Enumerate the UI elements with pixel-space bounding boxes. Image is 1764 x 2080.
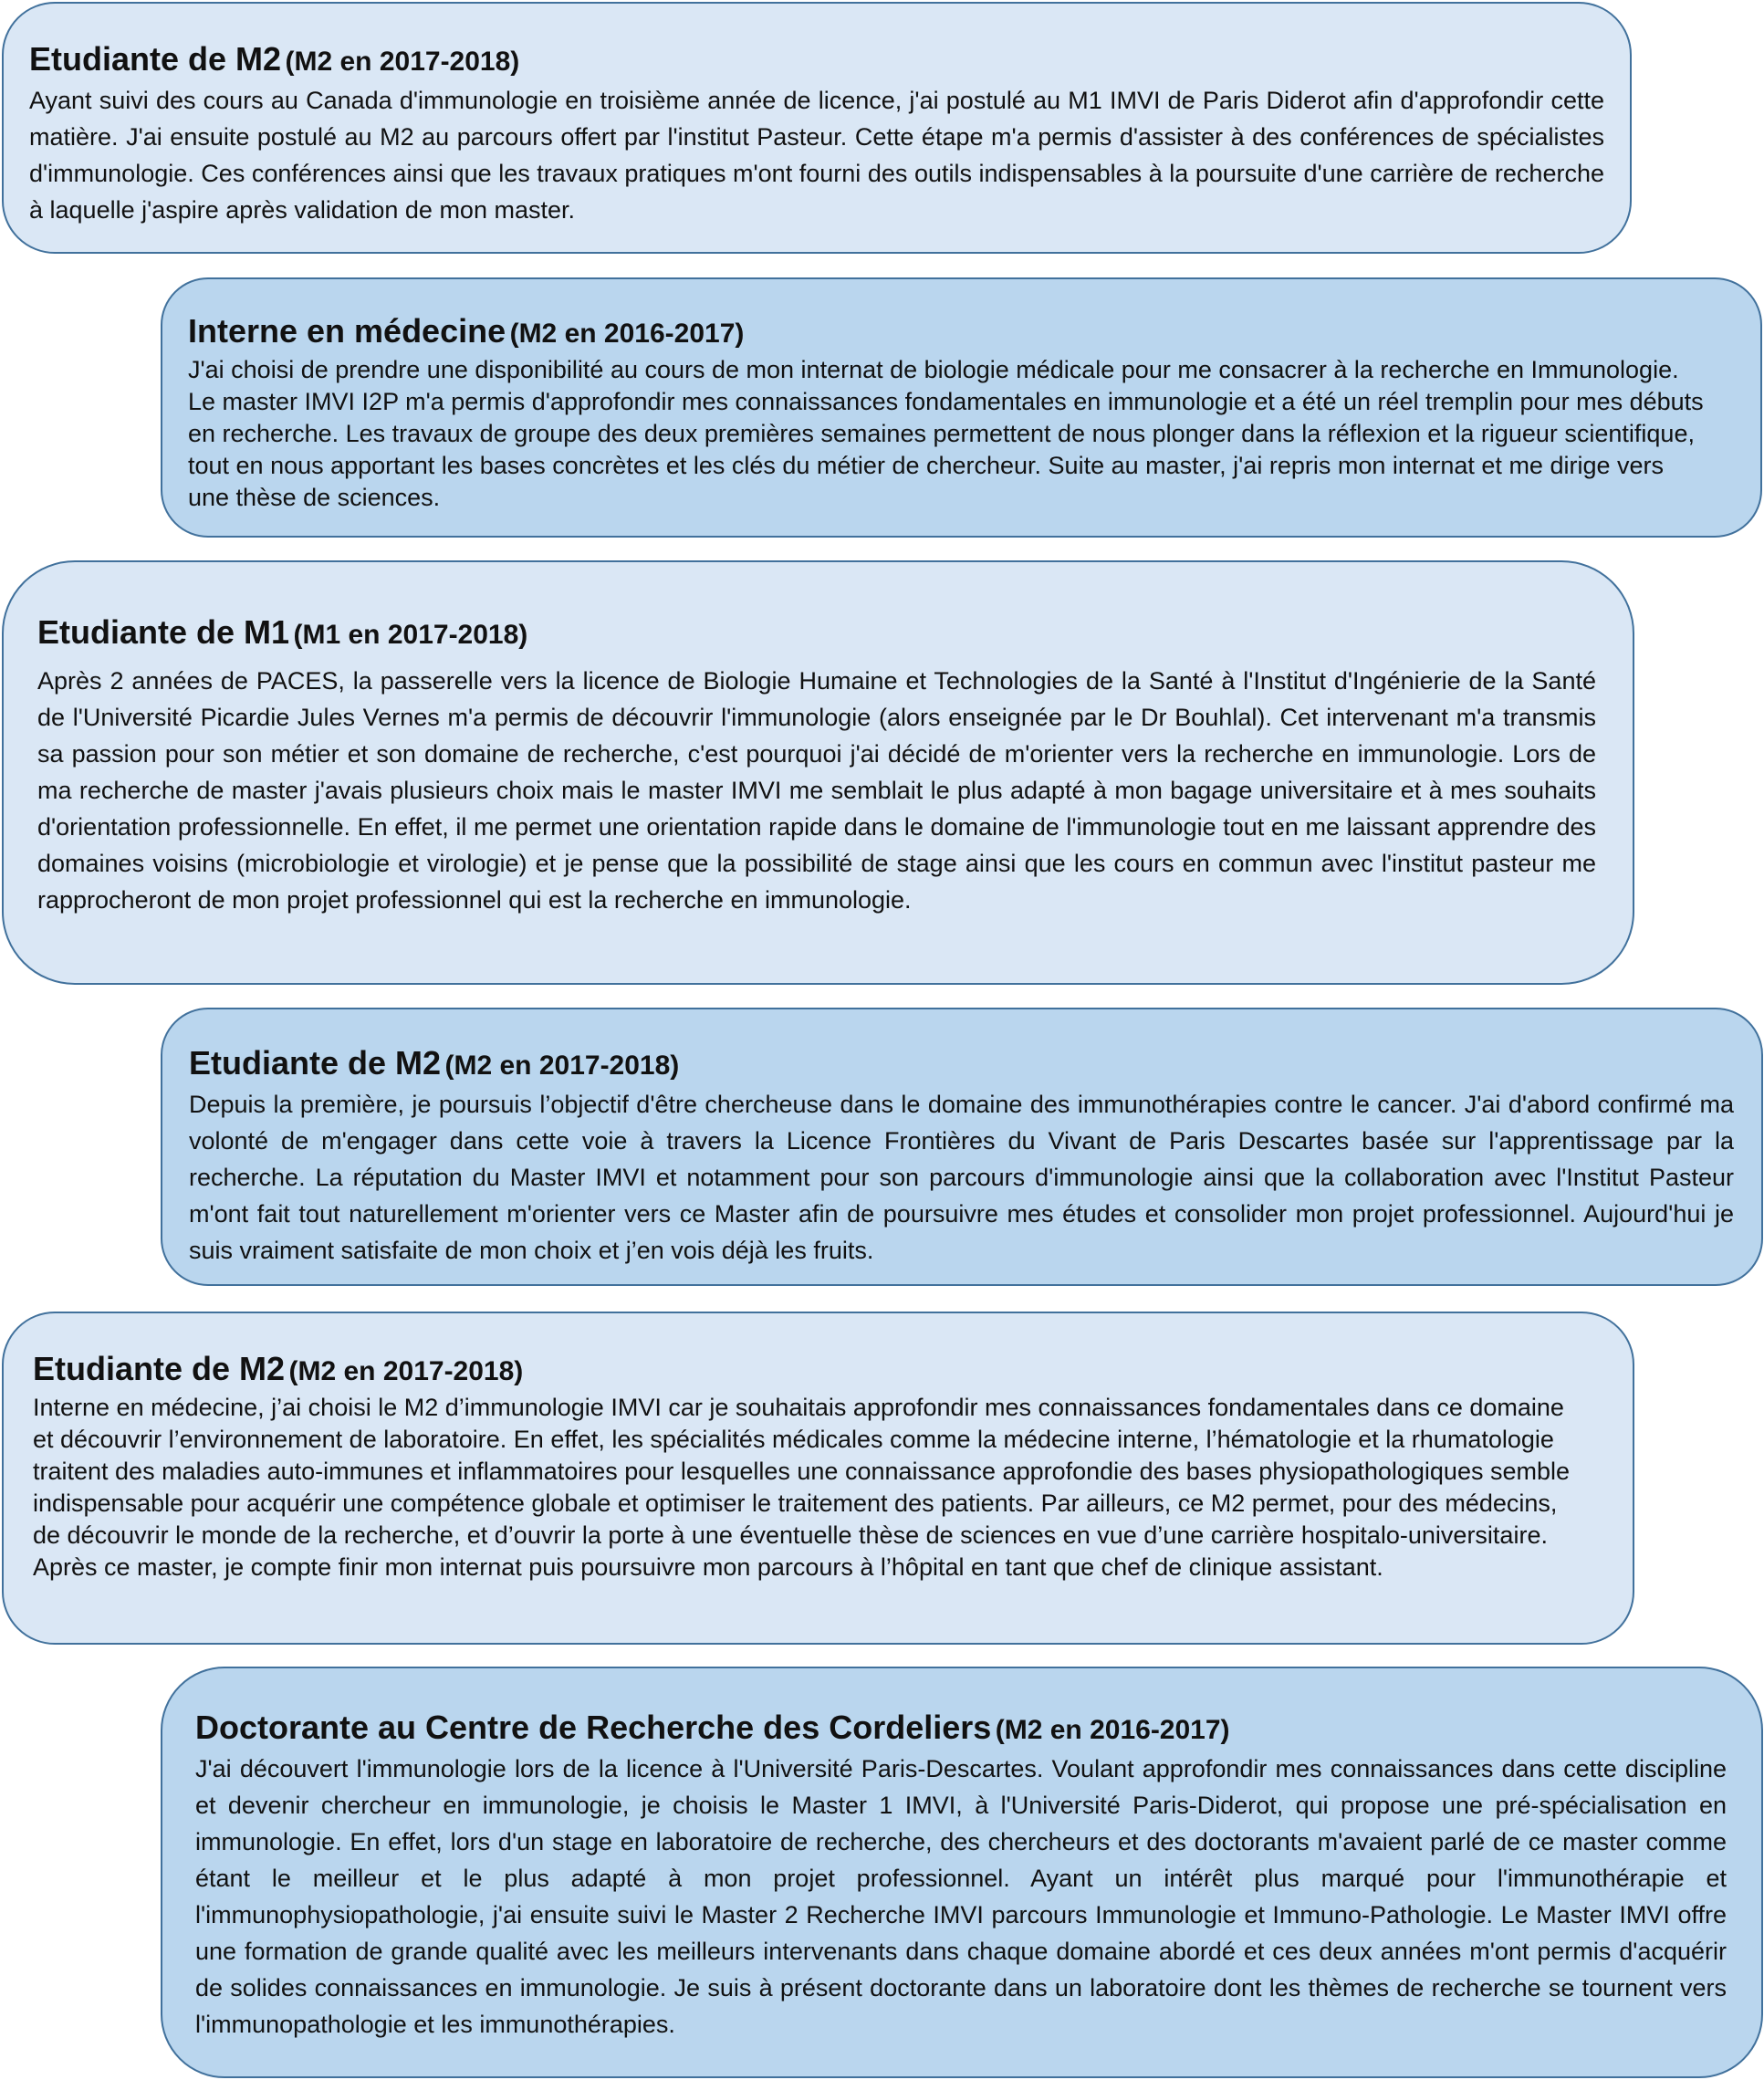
testimonial-card bbox=[2, 1312, 1634, 1645]
testimonial-title: Etudiante de M2 bbox=[29, 40, 282, 78]
testimonial-heading bbox=[189, 1044, 1734, 1082]
testimonial-heading bbox=[33, 1350, 1587, 1388]
testimonial-card bbox=[161, 1008, 1763, 1286]
testimonial-heading bbox=[37, 613, 1596, 652]
testimonial-card bbox=[161, 277, 1762, 538]
testimonial-heading bbox=[188, 312, 1707, 350]
testimonial-heading bbox=[29, 40, 1604, 78]
testimonial-text: Interne en médecine, j’ai choisi le M2 d’immunologie IMVI car je souhaitais approfondir mes connaissances fondamentales dans ce domaine et découvrir l’environnement de laboratoire. En effet, les spécialités médicales comme la médecine interne, l’hématologie et la rhumatologie traitent des maladies auto-immunes et inflammatoires pour lesquelles une connaissance approfondie des bases physiopathologiques semble indispensable pour acquérir une compétence globale et optimiser le traitement des patients. Par ailleurs, ce M2 permet, pour des médecins, de découvrir le monde de la recherche, et d’ouvrir la porte à une éventuelle thèse de sciences en vue d’une carrière hospitalo-universitaire. Après ce master, je compte finir mon internat puis poursuivre mon parcours à l’hôpital en tant que chef de clinique assistant. bbox=[33, 1394, 1570, 1581]
testimonial-title: Etudiante de M2 bbox=[33, 1350, 286, 1387]
testimonial-subtitle: (M1 en 2017-2018) bbox=[293, 620, 528, 650]
testimonial-text: Après 2 années de PACES, la passerelle vers la licence de Biologie Humaine et Technologies de la Santé à l'Institut d'Ingénierie de la Santé de l'Université Picardie Jules Vernes m'a permis de découvrir l'immunologie (alors enseignée par le Dr Bouhlal). Cet intervenant m'a transmis sa passion pour son métier et son domaine de recherche, c'est pourquoi j'ai décidé de m'orienter vers la recherche en immunologie. Lors de ma recherche de master j'avais plusieurs choix mais le master IMVI me semblait le plus adapté à mon bagage universitaire et à mes souhaits d'orientation professionnelle. En effet, il me permet une orientation rapide dans le domaine de l'immunologie tout en me laissant apprendre des domaines voisins (microbiologie et virologie) et je pense que la possibilité de stage ainsi que les cours en commun avec l'institut pasteur me rapprocheront de mon projet professionnel qui est la recherche en immunologie. bbox=[37, 667, 1596, 914]
testimonial-text: Ayant suivi des cours au Canada d'immunologie en troisième année de licence, j'ai postulé au M1 IMVI de Paris Diderot afin d'approfondir cette matière. J'ai ensuite postulé au M2 au parcours offert par l'institut Pasteur. Cette étape m'a permis d'assister à des conférences de spécialistes d'immunologie. Ces conférences ainsi que les travaux pratiques m'ont fourni des outils indispensables à la poursuite d'une carrière de recherche à laquelle j'aspire après validation de mon master. bbox=[29, 87, 1604, 224]
testimonial-card bbox=[161, 1667, 1763, 2078]
testimonial-subtitle: (M2 en 2016-2017) bbox=[995, 1715, 1230, 1745]
testimonial-title: Interne en médecine bbox=[188, 312, 506, 350]
testimonial-subtitle: (M2 en 2017-2018) bbox=[444, 1050, 680, 1081]
testimonial-card bbox=[2, 2, 1632, 254]
testimonial-card bbox=[2, 560, 1634, 985]
testimonial-title: Etudiante de M2 bbox=[189, 1044, 442, 1082]
testimonial-title: Doctorante au Centre de Recherche des Cordeliers bbox=[195, 1709, 992, 1746]
testimonial-subtitle: (M2 en 2017-2018) bbox=[288, 1356, 524, 1386]
testimonial-text: J'ai choisi de prendre une disponibilité au cours de mon internat de biologie médicale pour me consacrer à la recherche en Immunologie. Le master IMVI I2P m'a permis d'approfondir mes connaissances fondamentales en immunologie et a été un réel tremplin pour mes débuts en recherche. Les travaux de groupe des deux premières semaines permettent de nous plonger dans la réflexion et la rigueur scientifique, tout en nous apportant les bases concrètes et les clés du métier de chercheur. Suite au master, j'ai repris mon internat et me dirige vers une thèse de sciences. bbox=[188, 356, 1704, 511]
testimonial-title: Etudiante de M1 bbox=[37, 613, 290, 651]
testimonial-text: Depuis la première, je poursuis l’objectif d'être chercheuse dans le domaine des immunothérapies contre le cancer. J'ai d'abord confirmé ma volonté de m'engager dans cette voie à travers la Licence Frontières du Vivant de Paris Descartes basée sur l'apprentissage par la recherche. La réputation du Master IMVI et notamment pour son parcours d'immunologie ainsi que la collaboration avec l'Institut Pasteur m'ont fait tout naturellement m'orienter vers ce Master afin de poursuivre mes études et consolider mon projet professionnel. Aujourd'hui je suis vraiment satisfaite de mon choix et j’en vois déjà les fruits. bbox=[189, 1091, 1734, 1264]
testimonial-subtitle: (M2 en 2017-2018) bbox=[285, 47, 520, 77]
testimonial-heading bbox=[195, 1709, 1727, 1747]
testimonial-text: J'ai découvert l'immunologie lors de la licence à l'Université Paris-Descartes. Voulant approfondir mes connaissances dans cette discipline et devenir chercheur en immunologie, je choisis le Master 1 IMVI, à l'Université Paris-Diderot, qui propose une pré-spécialisation en immunologie. En effet, lors d'un stage en laboratoire de recherche, des chercheurs et des doctorants m'avaient parlé de ce master comme étant le meilleur et le plus adapté à mon projet professionnel. Ayant un intérêt plus marqué pour l'immunothérapie et l'immunophysiopathologie, j'ai ensuite suivi le Master 2 Recherche IMVI parcours Immunologie et Immuno-Pathologie. Le Master IMVI offre une formation de grande qualité avec les meilleurs intervenants dans chaque domaine abordé et ces deux années m'ont permis d'acquérir de solides connaissances en immunologie. Je suis à présent doctorante dans un laboratoire dont les thèmes de recherche se tournent vers l'immunopathologie et les immunothérapies. bbox=[195, 1755, 1727, 2038]
testimonial-subtitle: (M2 en 2016-2017) bbox=[509, 319, 745, 349]
